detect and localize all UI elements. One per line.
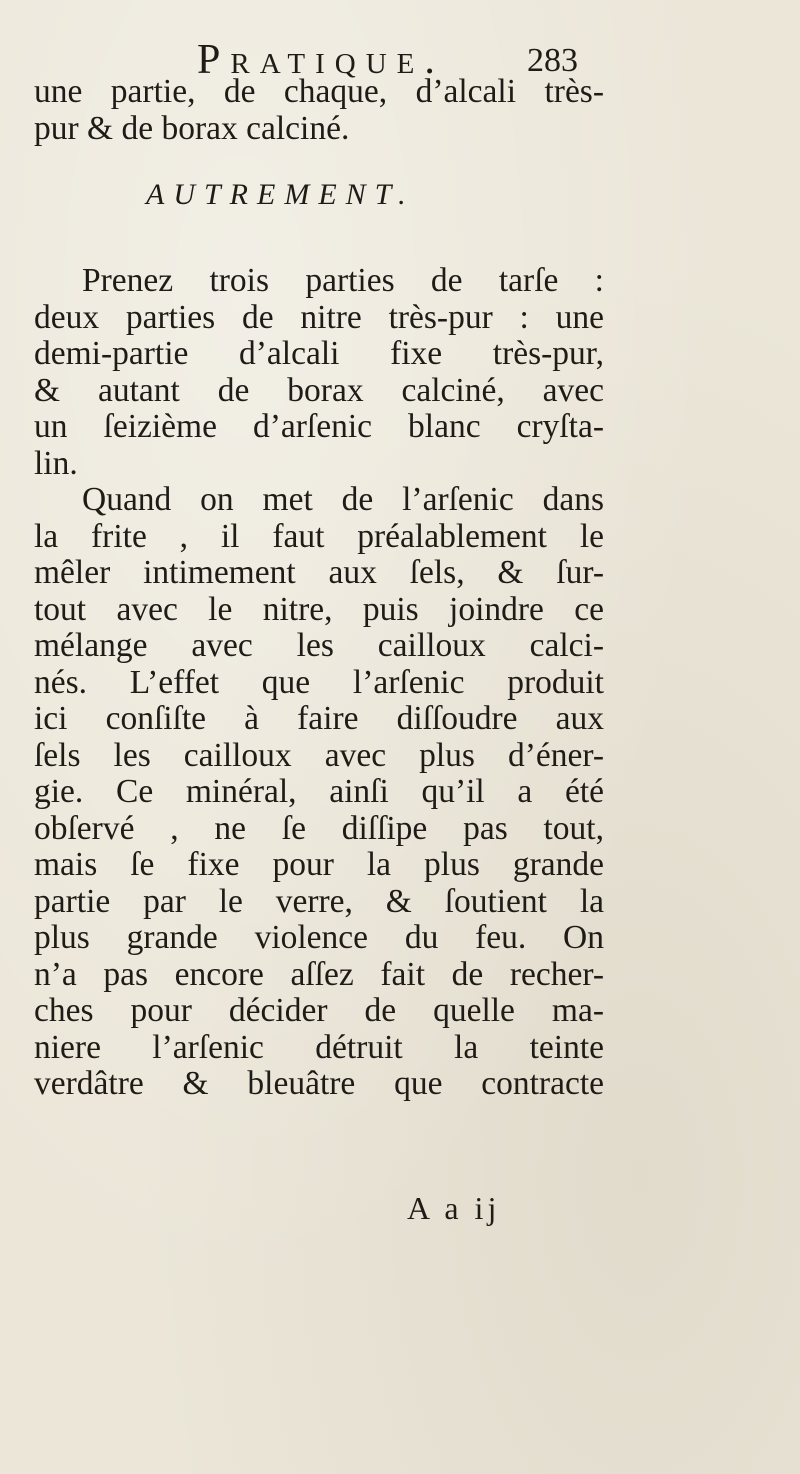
text-line: une partie, de chaque, d’alcali très- bbox=[34, 73, 604, 110]
text-line: & autant de borax calciné, avec bbox=[34, 371, 604, 409]
text-line: deux parties de nitre très-pur : une bbox=[34, 298, 604, 336]
text-line: niere l’arſenic détruit la teinte bbox=[34, 1028, 604, 1066]
text-line: mêler intimement aux ſels, & ſur- bbox=[34, 554, 604, 591]
text-line: tout avec le nitre, puis joindre ce bbox=[34, 590, 604, 628]
text-line: gie. Ce minéral, ainſi qu’il a été bbox=[34, 773, 604, 810]
body-text bbox=[34, 74, 604, 1103]
text-line: mélange avec les cailloux calci- bbox=[34, 627, 604, 664]
text-line: pur & de borax calciné. bbox=[34, 109, 350, 147]
section-heading: AUTREMENT. bbox=[146, 178, 415, 211]
text-line: Quand on met de l’arſenic dans bbox=[82, 481, 604, 518]
text-line: un ſeizième d’arſenic blanc cryſta- bbox=[34, 408, 604, 445]
text-line: mais ſe fixe pour la plus grande bbox=[34, 846, 604, 883]
text-line: partie par le verre, & ſoutient la bbox=[34, 882, 604, 920]
running-title: Pratique. bbox=[197, 37, 445, 83]
text-line: verdâtre & bleuâtre que contracte bbox=[34, 1065, 604, 1102]
spacer bbox=[34, 147, 604, 165]
text-line: Prenez trois parties de tarſe : bbox=[82, 262, 604, 299]
spacer bbox=[34, 225, 604, 263]
text-line: plus grande violence du feu. On bbox=[34, 919, 604, 956]
text-line: ches pour décider de quelle ma- bbox=[34, 992, 604, 1029]
signature-mark: A a ij bbox=[407, 1190, 501, 1226]
text-line: ſels les cailloux avec plus d’éner- bbox=[34, 736, 604, 774]
text-line: n’a pas encore aſſez fait de recher- bbox=[34, 955, 604, 993]
text-line: obſervé , ne ſe diſſipe pas tout, bbox=[34, 809, 604, 847]
text-line: nés. L’effet que l’arſenic produit bbox=[34, 663, 604, 701]
text-line: la frite , il faut préalablement le bbox=[34, 517, 604, 555]
page-number: 283 bbox=[527, 42, 578, 79]
text-line: demi-partie d’alcali fixe très-pur, bbox=[34, 335, 604, 372]
text-line: lin. bbox=[34, 444, 78, 482]
text-line: ici conſiſte à faire diſſoudre aux bbox=[34, 700, 604, 737]
